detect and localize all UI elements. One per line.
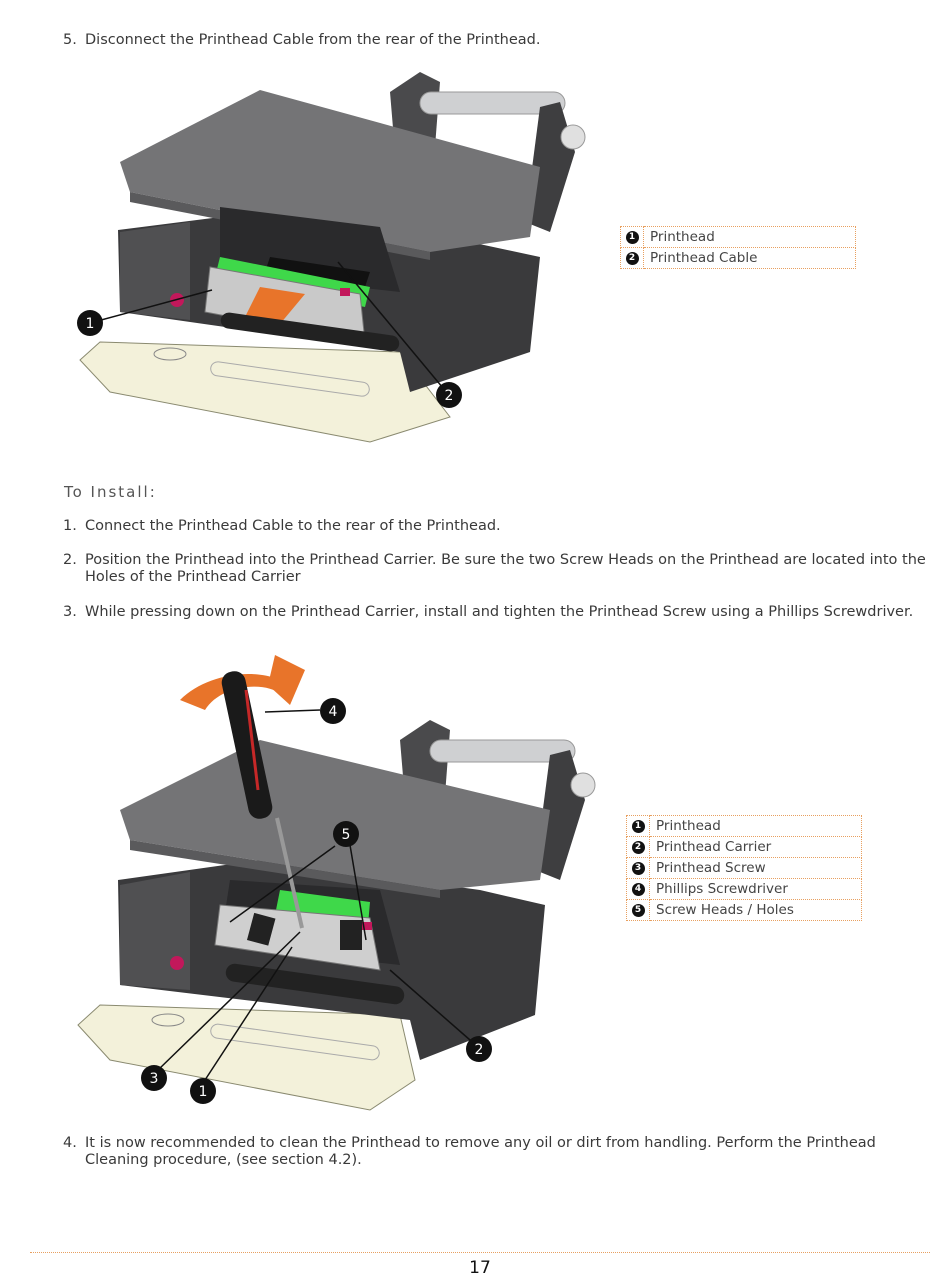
printer-illustration [70,62,595,452]
step-number: 2. [63,552,77,568]
legend-row [627,837,862,858]
svg-text:3: 3 [149,1071,159,1087]
legend-label: Phillips Screwdriver [650,879,862,900]
callout-3 [140,1064,168,1092]
step-number: 1. [63,518,77,534]
figure1-legend [620,226,856,269]
step-number: 5. [63,32,77,48]
callout-4 [319,697,347,725]
legend-row [627,816,862,837]
svg-text:1: 1 [85,316,95,332]
legend-key: 5 [632,904,645,917]
legend-label: Screw Heads / Holes [650,900,862,921]
legend-label: Printhead [650,816,862,837]
callout-2 [435,381,463,409]
step-install-3 [63,604,933,621]
step-text: Disconnect the Printhead Cable from the rear of the Printhead. [85,32,541,48]
step-number: 4. [63,1135,77,1151]
footer-divider [30,1252,930,1253]
step-remove-5 [63,32,933,49]
legend-label: Printhead Screw [650,858,862,879]
figure2-legend [626,815,862,921]
legend-label: Printhead [644,227,856,248]
callout-1 [76,309,104,337]
legend-row [627,900,862,921]
figure-printhead-removal [70,62,595,452]
step-text: Connect the Printhead Cable to the rear of the Printhead. [85,518,501,534]
step-text: While pressing down on the Printhead Carrier, install and tighten the Printhead Screw using a Phillips Screwdriver. [85,604,914,620]
callout-1 [189,1077,217,1105]
callout-2 [465,1035,493,1063]
svg-text:4: 4 [328,704,338,720]
legend-label: Printhead Carrier [650,837,862,858]
svg-text:2: 2 [474,1042,484,1058]
figure-printhead-install [70,640,610,1120]
step-number: 3. [63,604,77,620]
legend-key: 2 [632,841,645,854]
legend-key: 2 [626,252,639,265]
legend-row [627,879,862,900]
svg-text:1: 1 [198,1084,208,1100]
step-text: Position the Printhead into the Printhead Carrier. Be sure the two Screw Heads on the Printhead are located into the Holes of the Printhead Carrier [85,552,926,585]
legend-key: 4 [632,883,645,896]
step-install-1 [63,518,933,535]
step-text: It is now recommended to clean the Printhead to remove any oil or dirt from handling. Perform the Printhead Cleaning procedure, (see section 4.2). [85,1135,876,1168]
svg-text:5: 5 [341,827,351,843]
legend-key: 1 [626,231,639,244]
legend-key: 3 [632,862,645,875]
legend-row [621,227,856,248]
legend-label: Printhead Cable [644,248,856,269]
callout-5 [332,820,360,848]
legend-key: 1 [632,820,645,833]
install-heading: To Install: [64,483,157,501]
step-install-4 [63,1135,933,1169]
step-install-2 [63,552,933,586]
legend-row [627,858,862,879]
page-number: 17 [469,1258,491,1278]
svg-text:2: 2 [444,388,454,404]
legend-row [621,248,856,269]
